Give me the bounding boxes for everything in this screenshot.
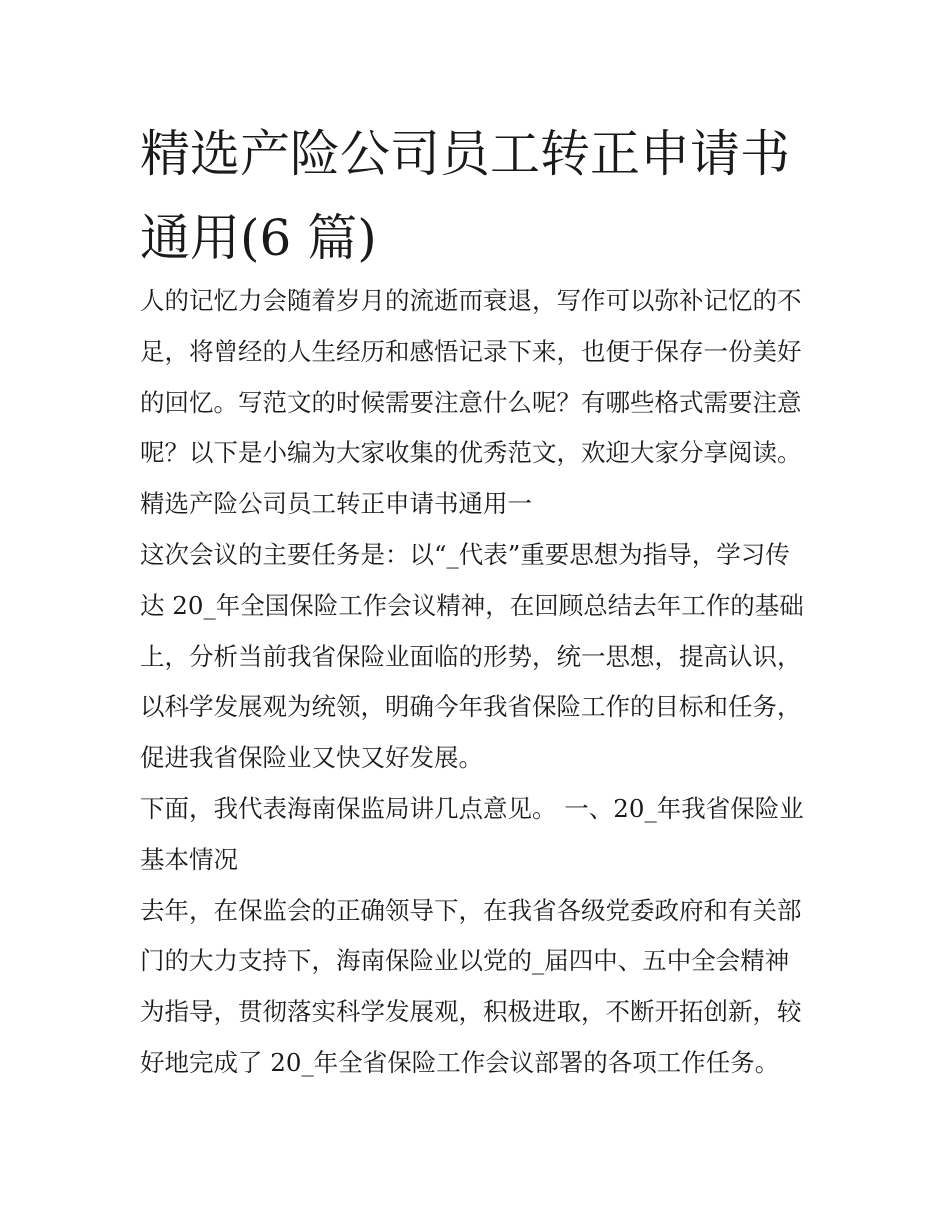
title-line-1: 精选产险公司员工转正申请书 xyxy=(140,125,790,183)
title-line-2: 通用(6 篇) xyxy=(140,209,377,267)
intro-line-1: 人的记忆力会随着岁月的流逝而衰退，写作可以弥补记忆的不 xyxy=(140,286,802,315)
paragraph-1-line-3: 上，分析当前我省保险业面临的形势，统一思想，提高认识， xyxy=(140,641,802,671)
paragraph-1-line-4: 以科学发展观为统领，明确今年我省保险工作的目标和任务， xyxy=(140,692,802,722)
paragraph-3-line-1: 去年，在保监会的正确领导下，在我省各级党委政府和有关部 xyxy=(140,895,802,925)
document-title xyxy=(140,112,830,280)
document-body xyxy=(140,276,830,1089)
paragraph-3-line-4: 好地完成了 20_年全省保险工作会议部署的各项工作任务。 xyxy=(140,1047,780,1077)
section-heading-1: 精选产险公司员工转正申请书通用一 xyxy=(140,489,532,519)
paragraph-1-line-1: 这次会议的主要任务是：以“_代表”重要思想为指导，学习传 xyxy=(140,539,790,569)
paragraph-1-line-2: 达 20_年全国保险工作会议精神，在回顾总结去年工作的基础 xyxy=(140,590,804,620)
intro-line-3: 的回忆。写范文的时候需要注意什么呢？有哪些格式需要注意 xyxy=(140,387,802,417)
intro-line-2: 足，将曾经的人生经历和感悟记录下来，也便于保存一份美好 xyxy=(140,336,802,366)
paragraph-2-line-2: 基本情况 xyxy=(140,844,238,874)
paragraph-2-line-1: 下面，我代表海南保监局讲几点意见。 一、20_年我省保险业 xyxy=(140,793,804,823)
paragraph-3-line-2: 门的大力支持下，海南保险业以党的_届四中、五中全会精神 xyxy=(140,946,790,976)
intro-line-4: 呢？以下是小编为大家收集的优秀范文，欢迎大家分享阅读。 xyxy=(140,438,802,468)
paragraph-3-line-3: 为指导，贯彻落实科学发展观，积极进取，不断开拓创新，较 xyxy=(140,997,802,1027)
paragraph-1-line-5: 促进我省保险业又快又好发展。 xyxy=(140,743,483,773)
